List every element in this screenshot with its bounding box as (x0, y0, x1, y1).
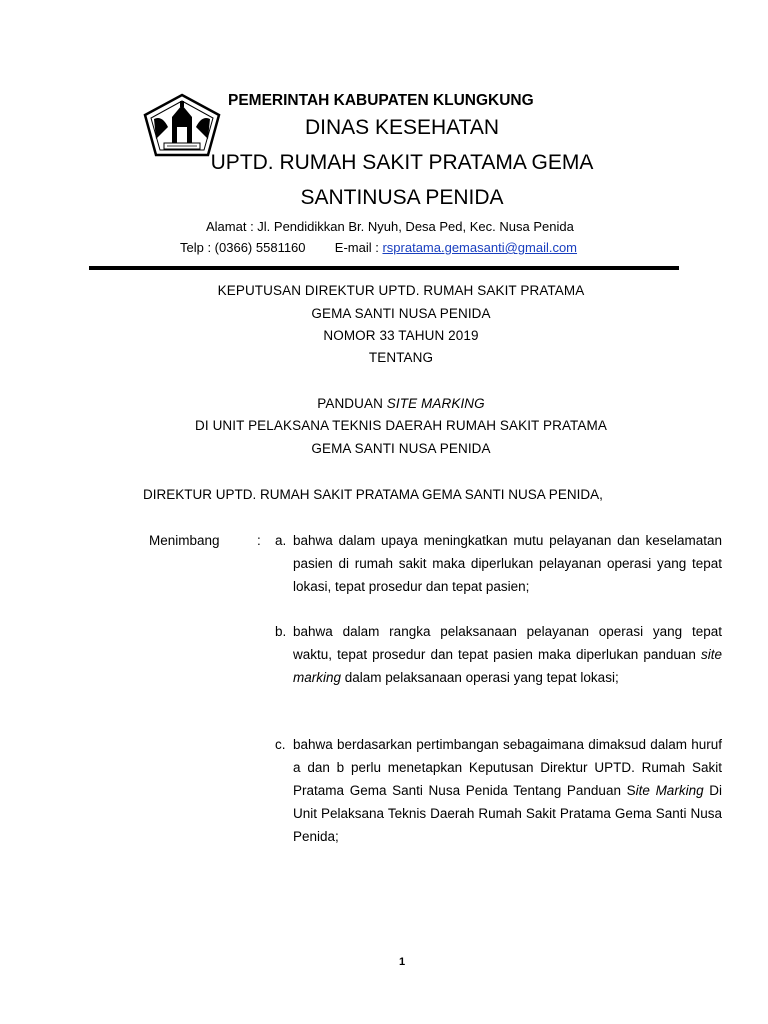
considering-colon: : (257, 533, 261, 548)
decree-number: NOMOR 33 TAHUN 2019 (323, 328, 479, 343)
item-c-paragraph: bahwa berdasarkan pertimbangan sebagaimana dimaksud dalam huruf a dan b perlu menetapkan Keputusan Direktur UPTD. Rumah Sakit Pratama Gema Santi Nusa Penida Tentang Panduan Site Marking Di Unit Pelaksana Teknis Daerah Rumah Sakit Pratama Gema Santi Nusa Penida; (293, 737, 723, 844)
item-b-paragraph: bahwa dalam rangka pelaksanaan pelayanan operasi yang tepat waktu, tepat prosedur dan tepat pasien maka diperlukan panduan site marking dalam pelaksanaan operasi yang tepat lokasi; (293, 624, 722, 685)
decree-title-line2: GEMA SANTI NUSA PENIDA (311, 306, 491, 321)
header-divider (89, 266, 679, 270)
decree-title-line1: KEPUTUSAN DIREKTUR UPTD. RUMAH SAKIT PRATAMA (217, 283, 585, 298)
phone: Telp : (0366) 5581160 (180, 240, 306, 255)
topic-prefix: PANDUAN (317, 396, 387, 411)
item-a-text (293, 529, 722, 598)
hospital-name-line2: SANTINUSA PENIDA (300, 186, 504, 209)
decree-topic-line2: DI UNIT PELAKSANA TEKNIS DAERAH RUMAH SAKIT PRATAMA (195, 418, 607, 433)
contact-line (180, 240, 577, 255)
government-name: PEMERINTAH KABUPATEN KLUNGKUNG (228, 92, 534, 109)
address: Alamat : Jl. Pendidikkan Br. Nyuh, Desa Ped, Kec. Nusa Penida (206, 219, 574, 234)
item-b-letter: b. (275, 624, 287, 639)
director-heading: DIREKTUR UPTD. RUMAH SAKIT PRATAMA GEMA SANTI NUSA PENIDA, (143, 487, 603, 502)
department-name: DINAS KESEHATAN (304, 116, 500, 139)
decree-topic-line1 (0, 396, 768, 411)
item-a-letter: a. (275, 533, 287, 548)
item-a-paragraph: bahwa dalam upaya meningkatkan mutu pelayanan dan keselamatan pasien di rumah sakit maka diperlukan pelayanan operasi yang tepat lokasi, tepat prosedur dan tepat pasien; (293, 533, 722, 594)
item-c-text (293, 733, 722, 848)
email-label: E-mail : (334, 240, 379, 255)
hospital-name-line1: UPTD. RUMAH SAKIT PRATAMA GEMA (210, 151, 594, 174)
topic-italic: SITE MARKING (386, 396, 485, 411)
decree-about: TENTANG (368, 350, 434, 365)
decree-topic-line3: GEMA SANTI NUSA PENIDA (311, 441, 491, 456)
email-link[interactable]: rspratama.gemasanti@gmail.com (382, 240, 578, 255)
item-c-letter: c. (275, 737, 286, 752)
item-b-text (293, 620, 722, 689)
considering-label: Menimbang (149, 533, 220, 548)
page-number: 1 (398, 956, 406, 968)
